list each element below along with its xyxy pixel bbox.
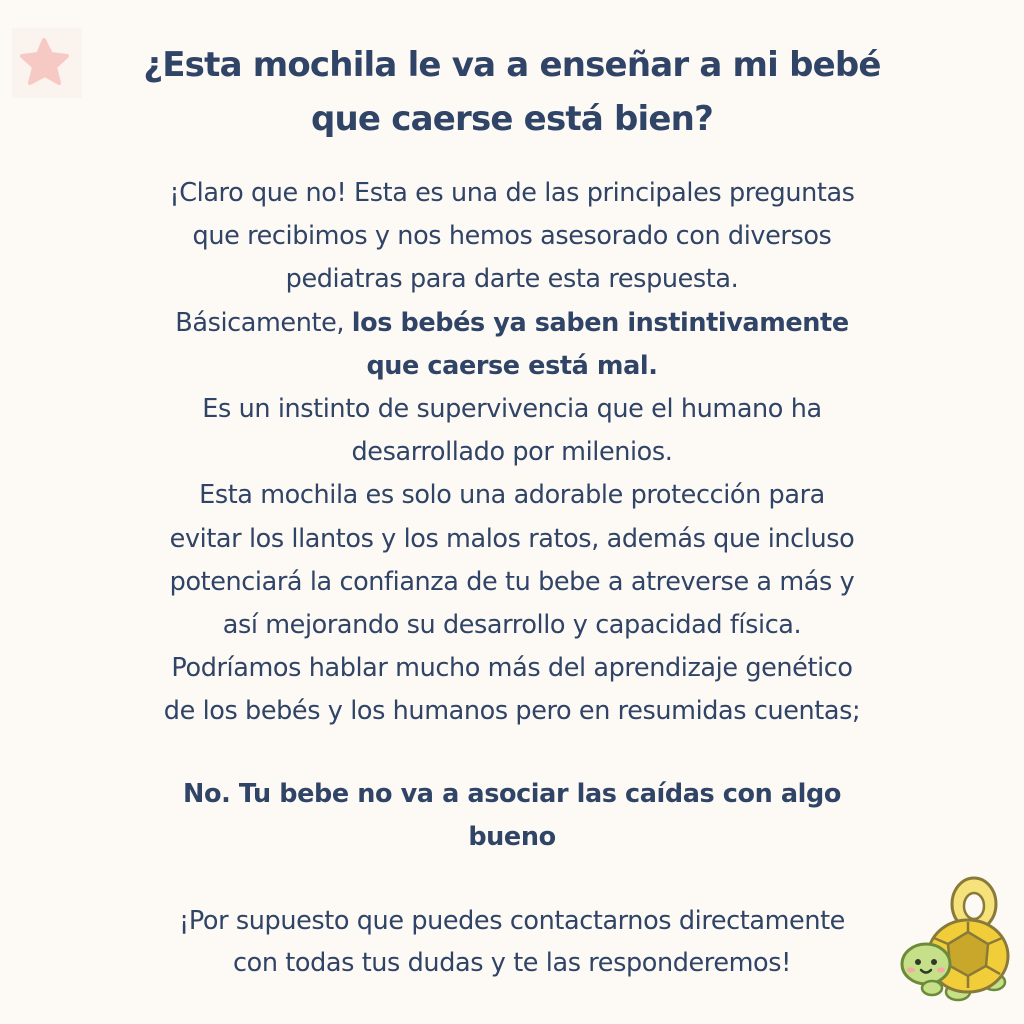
body-paragraph <box>62 172 962 734</box>
closing-line-1: ¡Por supuesto que puedes contactarnos directamente <box>179 906 845 936</box>
body-line-11: así mejorando su desarrollo y capacidad física. <box>222 610 802 641</box>
body-line-1: ¡Claro que no! Esta es una de las principales preguntas <box>169 178 855 208</box>
body-line-5-bold: que caerse está mal. <box>366 350 658 381</box>
title-line-1: ¿Esta mochila le va a enseñar a mi bebé <box>143 45 881 85</box>
emphasis-line-1: No. Tu bebe no va a asociar las caídas con algo <box>183 779 841 809</box>
body-line-5 <box>62 345 962 388</box>
closing-paragraph <box>62 900 962 984</box>
body-line-4-prefix: Básicamente, <box>175 307 352 338</box>
body-line-13: de los bebés y los humanos pero en resumidas cuentas; <box>163 696 861 727</box>
body-line-12: Podríamos hablar mucho más del aprendizaje genético <box>171 653 853 684</box>
body-line-10: potenciará la confianza de tu bebe a atreverse a más y <box>169 566 855 597</box>
body-line-6: Es un instinto de supervivencia que el humano ha <box>202 394 822 425</box>
body-line-2: que recibimos y nos hemos asesorado con diversos <box>192 221 832 252</box>
title-line-2: que caerse está bien? <box>310 99 713 139</box>
body-line-7: desarrollado por milenios. <box>351 437 673 468</box>
body-line-4-bold: los bebés ya saben instintivamente <box>351 307 849 338</box>
turtle-icon <box>896 874 1016 1004</box>
body-line-3: pediatras para darte esta respuesta. <box>285 264 739 295</box>
page-title <box>62 38 962 146</box>
closing-line-2: con todas tus dudas y te las responderemos! <box>233 948 791 978</box>
body-line-8: Esta mochila es solo una adorable protección para <box>199 480 825 511</box>
emphasis-statement <box>62 773 962 859</box>
body-line-4 <box>62 302 962 345</box>
emphasis-line-2: bueno <box>468 822 556 852</box>
body-line-9: evitar los llantos y los malos ratos, además que incluso <box>169 523 855 554</box>
